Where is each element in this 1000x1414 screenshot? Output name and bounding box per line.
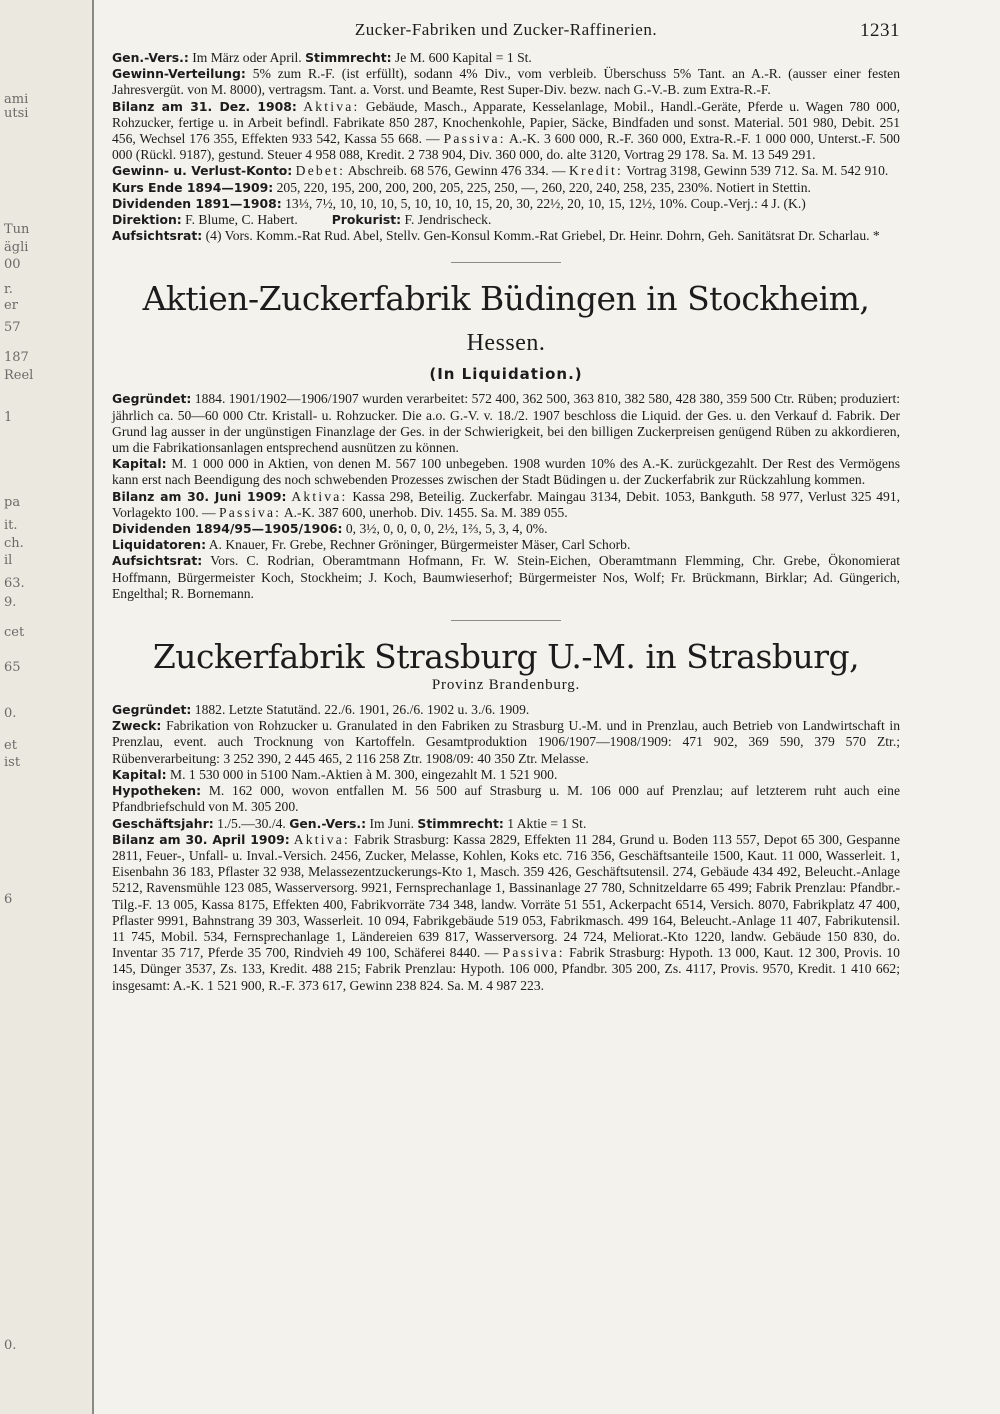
gewinn-verteilung-label: Gewinn-Verteilung: <box>112 66 246 82</box>
kapital-text: M. 1 000 000 in Aktien, von denen M. 567 100 unbegeben. 1908 wurden 10% des A.-K. zurückgezahlt. Der Rest des Vermögens kann erst nach Beendigung des noch schwebenden Prozesses zwischen der Stadt Büdingen u. der Zuckerfabrik zur Rückzahlung kommen. <box>112 456 900 488</box>
bilanz <box>112 832 900 994</box>
gutter-fragment: er <box>4 298 18 313</box>
bilanz-label: Bilanz am 31. Dez. 1908: <box>112 98 297 114</box>
running-header <box>112 20 900 50</box>
direktion-text: F. Blume, C. Habert. <box>185 212 298 228</box>
bilanz-label: Bilanz am 30. April 1909: <box>112 831 290 847</box>
geschaeftsjahr-text: 1./5.—30./4. <box>217 815 286 831</box>
gutter-fragment: cet <box>4 625 25 640</box>
zweck-label: Zweck: <box>112 718 162 734</box>
stimmrecht-text: Je M. 600 Kapital = 1 St. <box>395 50 532 65</box>
prokurist-label: Prokurist: <box>331 212 402 228</box>
gutter-fragment: ist <box>4 755 21 770</box>
dividenden-text: 0, 3½, 0, 0, 0, 0, 2½, 1⅔, 5, 3, 4, 0%. <box>345 521 548 537</box>
gutter-fragment: Tun <box>4 222 30 237</box>
kapital-label: Kapital: <box>112 766 167 782</box>
aufsichtsrat <box>112 228 900 244</box>
aufsichtsrat-text: Vors. C. Rodrian, Oberamtmann Hofmann, Fr. W. Stein-Eichen, Oberamtmann Flemming, Chr. Grebe, Ökonomierat Hoffmann, Bürgermeister Koch, Stockheim; J. Koch, Baumwieserhof; Bürgermeister Nos, Wolf; Fr. Brückmann, Birklar; Ad. Güngerich, Engelthal; R. Bornemann. <box>112 553 901 601</box>
dividenden <box>112 521 900 537</box>
kapital <box>112 456 900 488</box>
bilanz-passiva: A.-K. 387 600, unerhob. Div. 1455. Sa. M. 389 055. <box>283 504 568 520</box>
aktiva-word: Aktiva: <box>303 98 360 114</box>
hypotheken-label: Hypotheken: <box>112 783 202 799</box>
company-title <box>112 279 900 363</box>
gutter-fragment: it. <box>4 518 18 533</box>
gutter-fragment: il <box>4 553 13 568</box>
geschaeftsjahr-label: Geschäftsjahr: <box>112 815 214 831</box>
aufsichtsrat-label: Aufsichtsrat: <box>112 553 203 569</box>
bilanz-aktiva: Gebäude, Masch., Apparate, Kesselanlage, Mobil., Handl.-Geräte, Pferde u. Wagen 780 000, Rohzucker, fertige u. in Arbeit befindl. Fabrikate 850 287, Knochenkohle, Papier, Säcke, Bindfaden und sonst. Material. 501 980, Debit. 251 456, Wechsel 176 355, Effekten 933 542, Kassa 55 668. — <box>112 98 900 147</box>
bilanz-passiva: Fabrik Strasburg: Hypoth. 13 000, Kaut. 12 300, Provis. 10 145, Dünger 3537, Zs. 133, Kredit. 488 215; Fabrik Prenzlau: Hypoth. 106 000, Pfandbr. 305 200, Zs. 4117, Provis. 9570, Kredit. 1 410 662; insgesamt: A.-K. 1 521 900, R.-F. 373 617, Gewinn 238 824. Sa. M. 4 987 223. <box>112 945 900 993</box>
gegruendet-text: 1884. 1901/1902—1906/1907 wurden verarbeitet: 572 400, 362 500, 363 810, 382 580, 428 380, 359 500 Ctr. Rüben; produziert: jährlich ca. 50—60 000 Ctr. Kristall- u. Rohzucker. Die a.o. G.-V. v. 18./2. 1907 beschloss die Liquid. der Ges. u. den Verkauf d. Fabrik. Der Grund lag ausser in der ungünstigen Finanzlage der Ges. in der Schwierigkeit, bei den billigen Zuckerpreisen genügend Rüben zu akkordieren, um die Fabrikationsanlagen entsprechend ausnützen zu können. <box>112 391 900 456</box>
zweck <box>112 718 900 767</box>
gutter-fragment: 9. <box>4 595 17 610</box>
left-margin-gutter <box>0 0 94 1414</box>
kurs <box>112 180 900 196</box>
direktion <box>112 212 900 228</box>
company-title: Zuckerfabrik Strasburg U.-M. in Strasburg, <box>152 637 860 677</box>
gewinn-verteilung-text: 5% zum R.-F. (ist erfüllt), sodann 4% Div., vom verbleib. Überschuss 5% Tant. an A.-R. (ausser einer festen Jahresvergüt. von M. 8000), vertragsm. Tant. a. Vorst. und Beamte, Rest Super-Div. bezw. nach G.-V.-B. zum Extra-R.-F. <box>112 66 900 98</box>
gutter-fragment: 63. <box>4 576 25 591</box>
aktiva-word: Aktiva: <box>291 488 348 504</box>
guv-debet: Abschreib. 68 576, Gewinn 476 334. — <box>347 163 566 179</box>
dividenden-label: Dividenden 1894/95—1905/1906: <box>112 521 343 537</box>
gutter-fragment: r. <box>4 282 13 297</box>
guv-kredit: Vortrag 3198, Gewinn 539 712. Sa. M. 542 910. <box>626 163 889 179</box>
liquidatoren-text: A. Knauer, Fr. Grebe, Rechner Gröninger, Bürgermeister Mäser, Carl Schorb. <box>208 537 631 553</box>
kurs-text: 205, 220, 195, 200, 200, 200, 205, 225, 250, —, 260, 220, 240, 258, 235, 230%. Notiert in Stettin. <box>276 179 811 195</box>
gegruendet-label: Gegründet: <box>112 702 192 718</box>
gen-vers-label: Gen.-Vers.: <box>289 815 367 831</box>
gutter-fragment: et <box>4 738 17 753</box>
stimmrecht-label: Stimmrecht: <box>417 815 504 831</box>
gutter-fragment: 57 <box>4 320 21 335</box>
entry-strasburg <box>112 637 900 994</box>
company-region: Hessen. <box>466 330 546 357</box>
kapital <box>112 767 900 783</box>
gegruendet-text: 1882. Letzte Statutänd. 22./6. 1901, 26./6. 1902 u. 3./6. 1909. <box>194 702 530 718</box>
liquidation-status: (In Liquidation.) <box>429 365 583 384</box>
book-page <box>112 20 900 994</box>
aufsichtsrat-text: (4) Vors. Komm.-Rat Rud. Abel, Stellv. Gen-Konsul Komm.-Rat Griebel, Dr. Heinr. Dohrn, Geh. Sanitätsrat Dr. Scharlau. * <box>205 228 880 244</box>
gutter-fragment: ch. <box>4 536 24 551</box>
prokurist-text: F. Jendrischeck. <box>404 212 492 228</box>
section-divider <box>451 620 561 621</box>
liquidatoren <box>112 537 900 553</box>
hypotheken-text: M. 162 000, wovon entfallen M. 56 500 auf Strasburg u. M. 106 000 auf Prenzlau; auf letzterem ruht auch eine Pfandbriefschuld von M. 305 200. <box>112 783 900 815</box>
passiva-word: Passiva: <box>502 945 565 961</box>
dividenden-label: Dividenden 1891—1908: <box>112 195 282 211</box>
gutter-fragment: utsi <box>4 106 29 121</box>
gutter-fragment: 6 <box>4 892 13 907</box>
company-name: Aktien-Zuckerfabrik Büdingen in Stockheim, <box>142 279 870 319</box>
gutter-fragment: Reel <box>4 368 34 383</box>
dividenden-text: 13⅓, 7½, 10, 10, 10, 5, 10, 10, 10, 15, 20, 30, 22½, 20, 10, 15, 12½, 10%. Coup.-Verj.: 4 J. (K.) <box>285 195 806 211</box>
entry-budingen <box>112 279 900 602</box>
aktiva-word: Aktiva: <box>293 831 350 847</box>
bilanz <box>112 99 900 164</box>
kurs-label: Kurs Ende 1894—1909: <box>112 179 274 195</box>
gen-vers-line <box>112 50 900 66</box>
zweck-text: Fabrikation von Rohzucker u. Granulated in den Fabriken zu Strasburg U.-M. und in Prenzlau, auch Betrieb von Landwirtschaft in Prenzlau, event. auch Trocknung von Kartoffeln. Gesamtproduktion 1906/1907—1908/1909: 471 902, 369 590, 379 570 Ztr.; Rübenverarbeitung: 3 252 390, 2 445 465, 2 116 258 Ztr. 1908/09: 40 350 Ztr. Melasse. <box>112 718 901 766</box>
gutter-fragment: 1 <box>4 410 13 425</box>
gutter-fragment: ami <box>4 92 29 107</box>
stimmrecht-label: Stimmrecht: <box>305 50 392 65</box>
bilanz-aktiva: Fabrik Strasburg: Kassa 2829, Effekten 11 284, Grund u. Boden 113 557, Depot 65 300, Gespanne 2811, Feuer-, Unfall- u. Inval.-Versich. 2456, Zucker, Melasse, Kohlen, Koks etc. 716 356, Geschäftsanteile 1500, Kaut. 11 000, Wasserleit. 1, Eisenbahn 36 183, Pflaster 32 938, Melassezentzuckerungs-Kto 1, Masch. 359 426, Geschäftsutensil. 274, Gebäude 434 492, Beleucht.-Anlage 5212, Ravensmühle 123 085, Wasserversorg. 9921, Fernsprechanlage 1, Bassinanlage 27 780, Schnitzeldarre 65 499; Fabrik Prenzlau: Pfandbr.-Tilg.-F. 13 005, Kassa 8175, Effekten 400, Fabrikvorräte 734 348, landw. Vorräte 51 551, Ackerpacht 6514, Versich. 8070, Fabrikplatz 47 400, Pflaster 9991, Bahnstrang 39 303, Wasserleit. 10 094, Fabrikgebäude 519 053, Fabrikmasch. 499 164, Beleucht.-Anlage 11 407, Fabrikutensil. 11 745, Mobil. 534, Fernsprechanlage 1, Ländereien 639 817, Wasserversorg. 24 724, Meliorat.-Kto 1220, landw. Gebäude 150 830, do. Inventar 35 717, Pferde 35 700, Rindvieh 49 100, Schäferei 8440. — <box>112 831 900 961</box>
gutter-fragment: 0. <box>4 706 17 721</box>
gutter-fragment: 65 <box>4 660 21 675</box>
direktion-label: Direktion: <box>112 212 182 228</box>
dividenden <box>112 196 900 212</box>
kapital-label: Kapital: <box>112 456 167 472</box>
gegruendet-label: Gegründet: <box>112 391 192 407</box>
aufsichtsrat-label: Aufsichtsrat: <box>112 228 203 244</box>
gen-vers-label: Gen.-Vers.: <box>112 50 189 65</box>
gen-vers-text: Im März oder April. <box>192 50 302 65</box>
kapital-text: M. 1 530 000 in 5100 Nam.-Aktien à M. 300, eingezahlt M. 1 521 900. <box>169 766 558 782</box>
gutter-fragment: ägli <box>4 240 29 255</box>
gegruendet <box>112 391 900 456</box>
page-number: 1231 <box>860 20 900 41</box>
kredit-word: Kredit: <box>569 163 623 179</box>
company-province: Provinz Brandenburg. <box>431 677 581 694</box>
gutter-fragment: 0. <box>4 1338 17 1353</box>
aufsichtsrat <box>112 553 900 602</box>
guv-label: Gewinn- u. Verlust-Konto: <box>112 163 293 179</box>
section-divider <box>451 262 561 263</box>
bilanz-passiva: A.-K. 3 600 000, R.-F. 360 000, Extra-R.-F. 1 000 000, Unterst.-F. 500 000 (Rückl. 9187), gestund. Steuer 4 958 088, Kredit. 2 738 904, Div. 360 000, do. alte 3120, Vortrag 29 178. Sa. M. 13 549 291. <box>112 131 900 163</box>
gutter-fragment: 00 <box>4 257 21 272</box>
passiva-word: Passiva: <box>443 131 506 147</box>
gutter-fragment: pa <box>4 495 21 510</box>
passiva-word: Passiva: <box>219 504 282 520</box>
stimmrecht-text: 1 Aktie = 1 St. <box>507 815 587 831</box>
debet-word: Debet: <box>295 163 346 179</box>
liquidatoren-label: Liquidatoren: <box>112 537 207 553</box>
gutter-fragment: 187 <box>4 350 29 365</box>
geschaeftsjahr-line <box>112 816 900 832</box>
hypotheken <box>112 783 900 815</box>
entry-previous-company <box>112 50 900 244</box>
bilanz-aktiva: Kassa 298, Beteilig. Zuckerfabr. Maingau 3134, Debit. 1053, Bankguth. 58 977, Verlust 325 491, Vorlagekto 100. — <box>112 488 901 520</box>
bilanz <box>112 489 900 521</box>
gegruendet <box>112 702 900 718</box>
running-title: Zucker-Fabriken und Zucker-Raffinerien. <box>354 20 658 39</box>
gen-vers-text: Im Juni. <box>369 815 414 831</box>
gewinn-verteilung <box>112 66 900 98</box>
gewinn-verlust-konto <box>112 163 900 179</box>
bilanz-label: Bilanz am 30. Juni 1909: <box>112 488 287 504</box>
